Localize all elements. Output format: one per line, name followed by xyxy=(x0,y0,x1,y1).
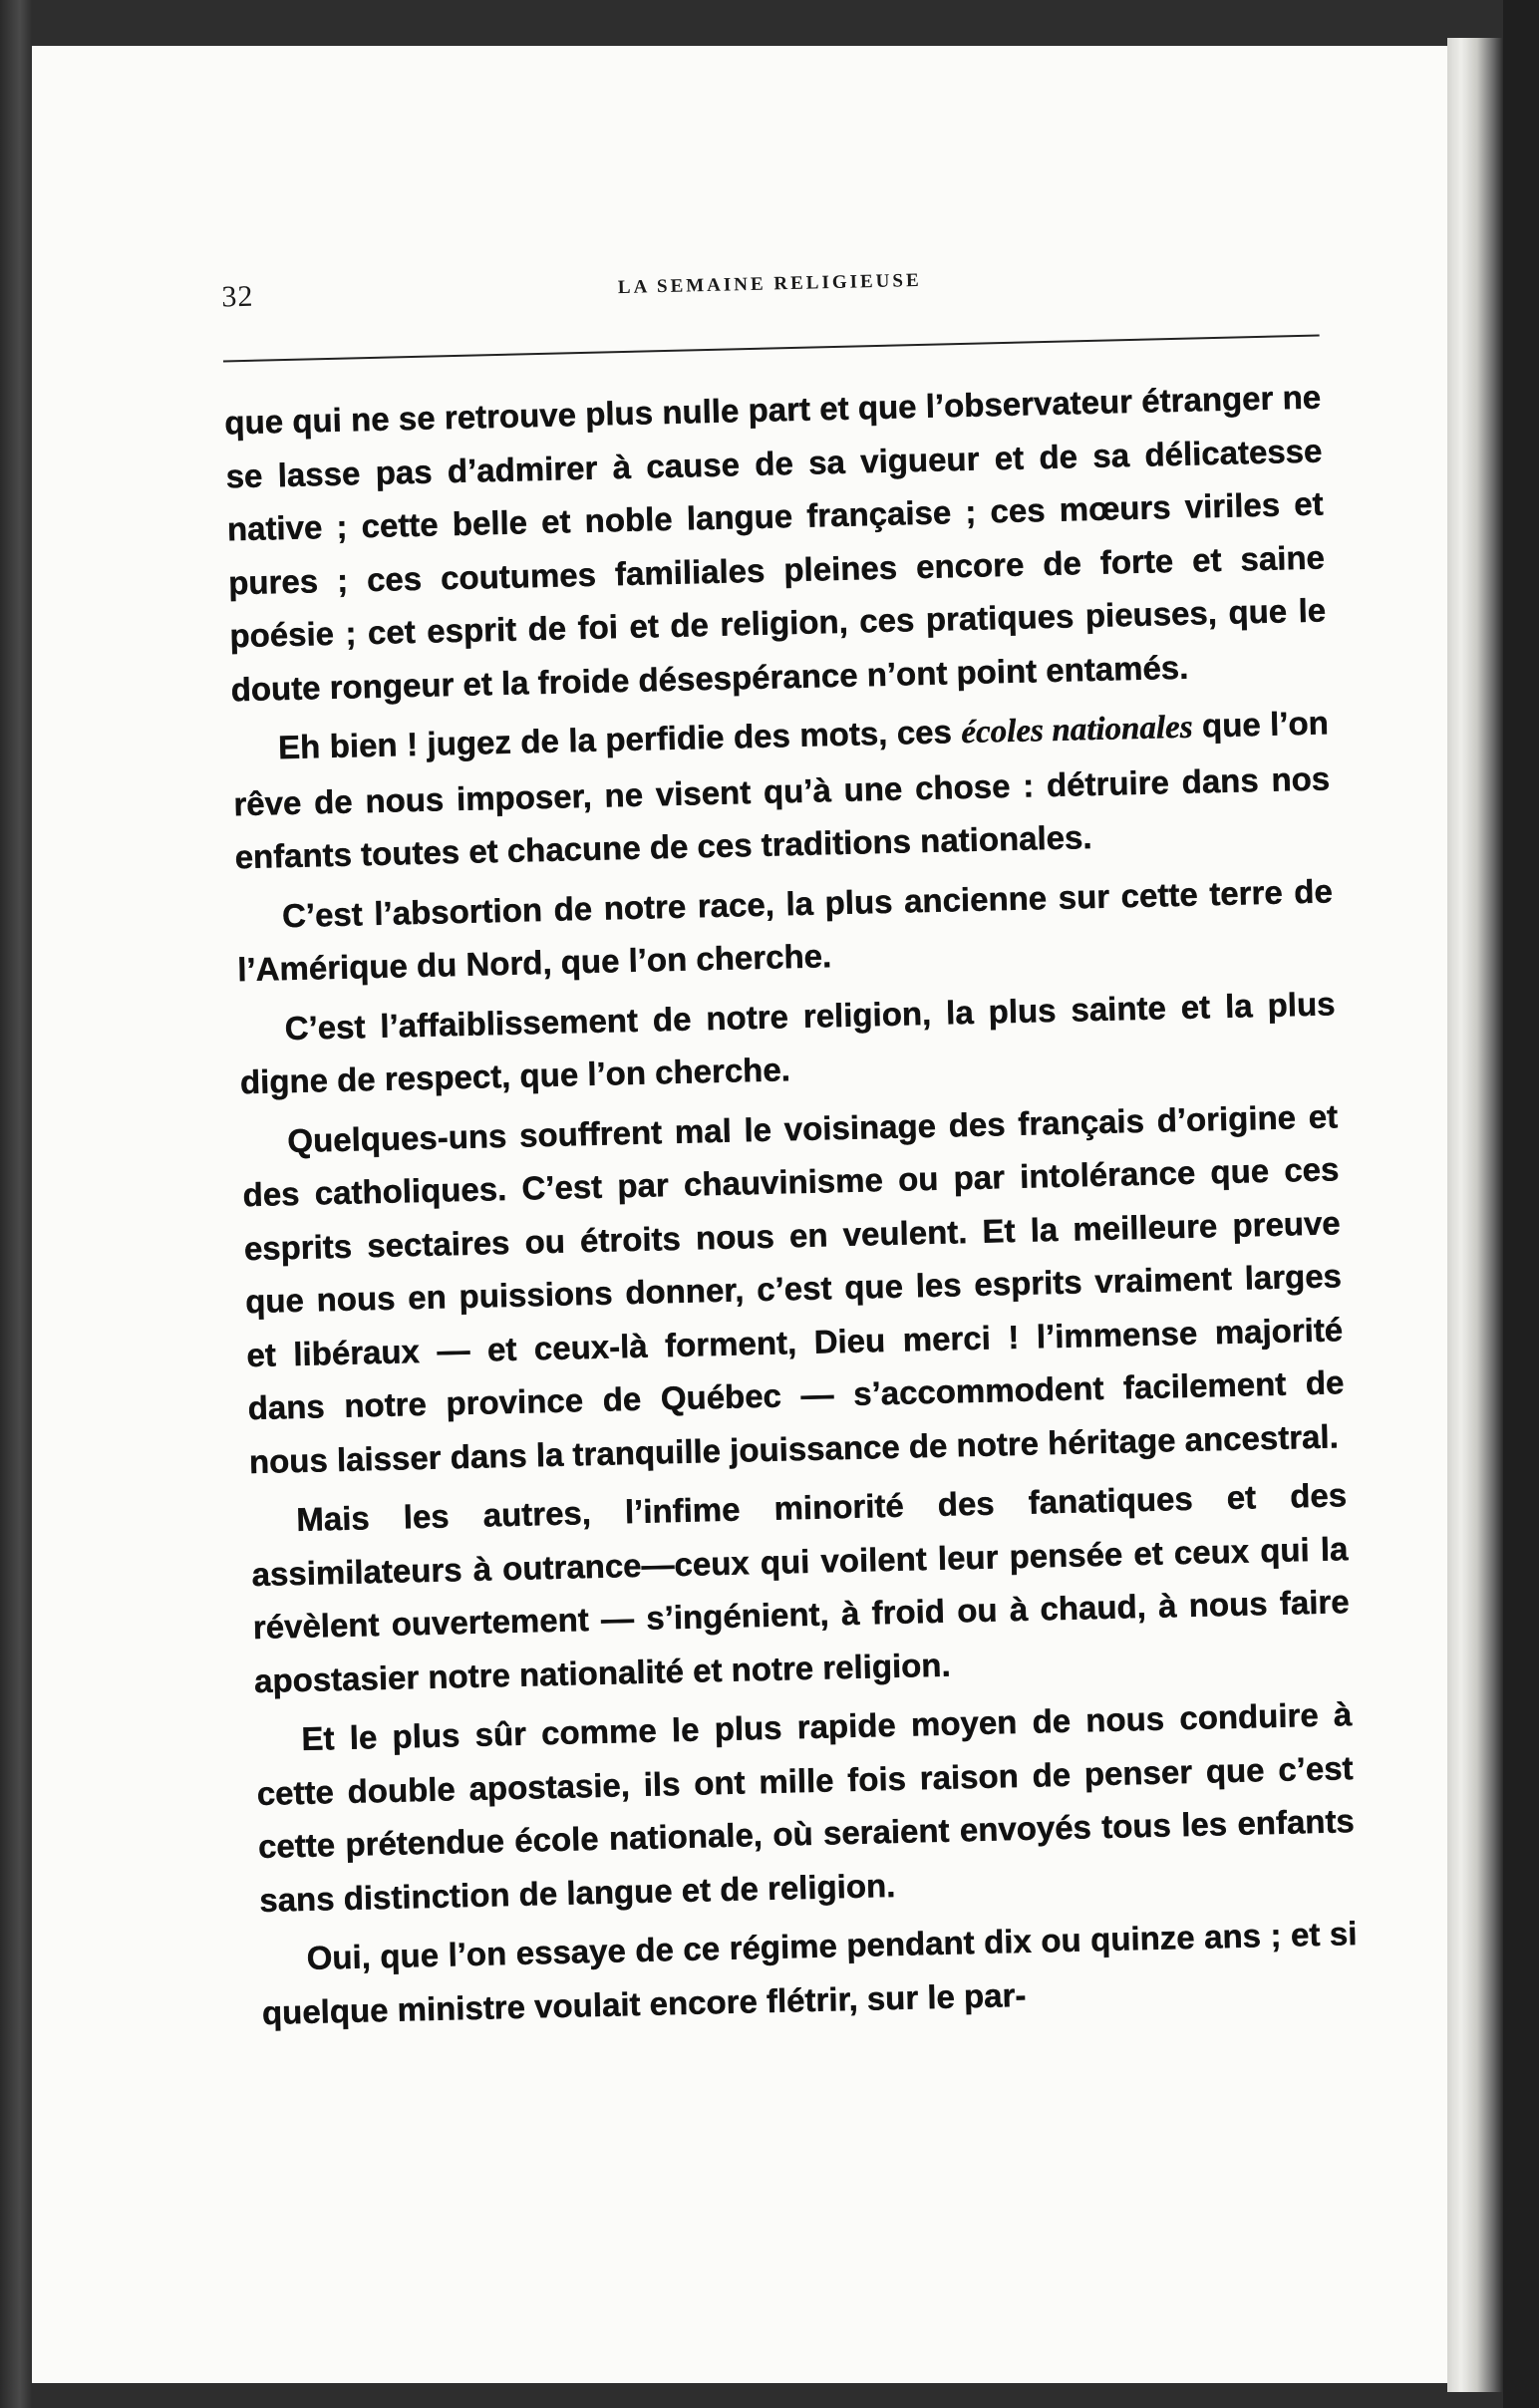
scan-background xyxy=(1503,0,1539,2408)
paragraph: C’est l’absortion de notre race, la plus ancienne sur cette terre de l’Amérique du Nord, que l’on cherche. xyxy=(236,871,1334,989)
paragraph: Oui, que l’on essaye de ce régime pendant dix ou quinze ans ; et si quelque ministre voulait encore flétrir, sur le par- xyxy=(261,1915,1358,2031)
paragraph: Et le plus sûr comme le plus rapide moyen de nous conduire à cette double apostasie, ils ont mille fois raison de penser que c’est cette prétendue école nationale, où seraient envoyés tous les enfants sans distinction de langue et de religion. xyxy=(256,1695,1356,1919)
page-edge-shadow xyxy=(1447,38,1503,2392)
paragraph: Mais les autres, l’infime minorité des fanatiques et des assimilateurs à outrance—ceux qui voilent leur pensée et ceux qui la révèlent ouvertement — s’ingénient, à froid ou à chaud, à nous faire apostasier notre nationalité et notre religion. xyxy=(251,1476,1351,1699)
header-rule xyxy=(223,335,1320,363)
paragraph xyxy=(231,696,1332,883)
page-content xyxy=(199,250,1452,2291)
paragraph-text: Eh bien ! jugez de la perfidie des mots, ces xyxy=(277,713,962,766)
italic-phrase: écoles nationales xyxy=(960,709,1193,752)
paragraph-text: que l’on rêve de nous imposer, ne visent qu’à une chose : détruire dans nos enfants toutes et chacune de ces traditions nationales. xyxy=(232,704,1331,876)
body-text xyxy=(224,371,1360,2045)
paragraph: Quelques-uns souffrent mal le voisinage des français d’origine et des catholiques. C’est par chauvinisme ou par intolérance que ces esprits sectaires ou étroits nous en veulent. Et la meilleure preuve que nous en puissions donner, c’est que les esprits vraiment larges et libéraux — et ceux-là forment, Dieu merci ! l’immense majorité dans notre province de Québec — s’accommodent facilement de nous laisser dans la tranquille jouissance de notre héritage ancestral. xyxy=(242,1096,1345,1480)
running-title: LA SEMAINE RELIGIEUSE xyxy=(617,269,922,299)
paragraph: que qui ne se retrouve plus nulle part et que l’observateur étranger ne se lasse pas d’admirer à cause de sa vigueur et de sa délicatesse native ; cette belle et noble langue française ; ces mœurs viriles et pures ; ces coutumes familiales pleines encore de forte et saine poésie ; cet esprit de foi et de religion, ces pratiques pieuses, que le doute rongeur et la froide désespérance n’ont point entamés. xyxy=(223,378,1327,708)
page-number: 32 xyxy=(221,279,254,314)
paragraph: C’est l’affaiblissement de notre religion, la plus sainte et la plus digne de respect, que l’on cherche. xyxy=(239,984,1336,1101)
